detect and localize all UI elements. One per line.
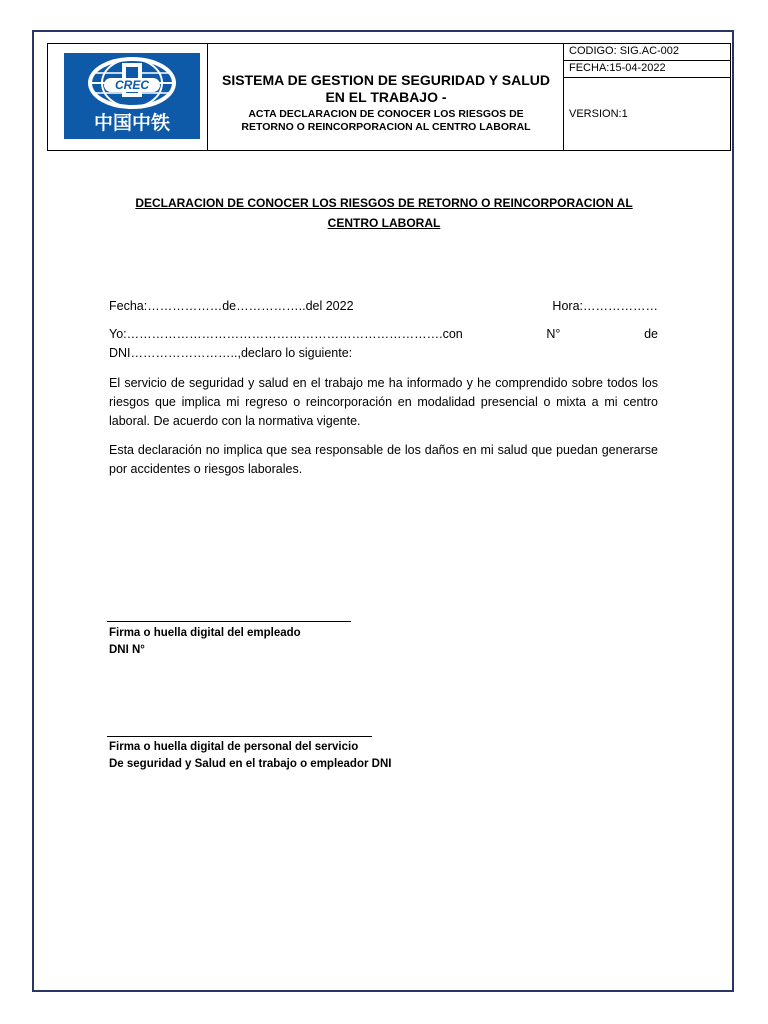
act-subtitle-line2: RETORNO O REINCORPORACION AL CENTRO LABORAL [241,121,531,133]
version-field: VERSION:1 [569,108,628,120]
declaration-heading [100,193,668,233]
declaration-heading-line1: DECLARACION DE CONOCER LOS RIESGOS DE RETORNO O REINCORPORACION AL [135,196,633,210]
logo-emblem-text: CREC [114,78,150,92]
logo-chinese-text: 中国中铁 [93,112,171,134]
crec-logo-icon [64,53,200,139]
company-logo [64,53,200,139]
staff-signature-label-line2: De seguridad y Salud en el trabajo o empleador DNI [109,758,392,770]
employee-signature-block [109,625,509,659]
staff-signature-block [109,739,509,773]
hora-blank-line: Hora:……………… [552,299,658,313]
staff-signature-label-line1: Firma o huella digital de personal del servicio [109,741,359,753]
employee-signature-line [107,621,351,622]
act-subtitle [214,108,558,134]
act-subtitle-line1: ACTA DECLARACION DE CONOCER LOS RIESGOS DE [248,108,524,120]
logo-cell [48,44,208,150]
employee-signature-label: Firma o huella digital del empleado [109,627,301,639]
paragraph-liability: Esta declaración no implica que sea responsable de los daños en mi salud que puedan generarse por accidentes o riesgos laborales. [109,443,658,476]
fecha-blank-line: Fecha:………………de……………..del 2022 [109,299,354,313]
declaration-heading-line2: CENTRO LABORAL [327,216,441,230]
meta-cell [564,44,731,150]
declarant-line: Yo:………………………………………………………………….con N° de DNI……………………..,declaro lo siguiente: [109,327,658,360]
fecha-hora-line [109,297,658,316]
system-title: SISTEMA DE GESTION DE SEGURIDAD Y SALUD EN EL TRABAJO - [221,72,550,105]
title-cell [208,44,564,150]
staff-signature-line [107,736,372,737]
employee-dni-label: DNI N° [109,644,145,656]
header-table [47,43,731,151]
codigo-field: CODIGO: SIG.AC-002 [564,44,731,61]
fecha-field: FECHA:15-04-2022 [564,61,731,78]
page-border [32,30,734,992]
paragraph-informed: El servicio de seguridad y salud en el trabajo me ha informado y he comprendido sobre todos los riesgos que implica mi regreso o reincorporación en modalidad presencial o mixta a mi centro laboral. De acuerdo con la normativa vigente. [109,376,658,428]
